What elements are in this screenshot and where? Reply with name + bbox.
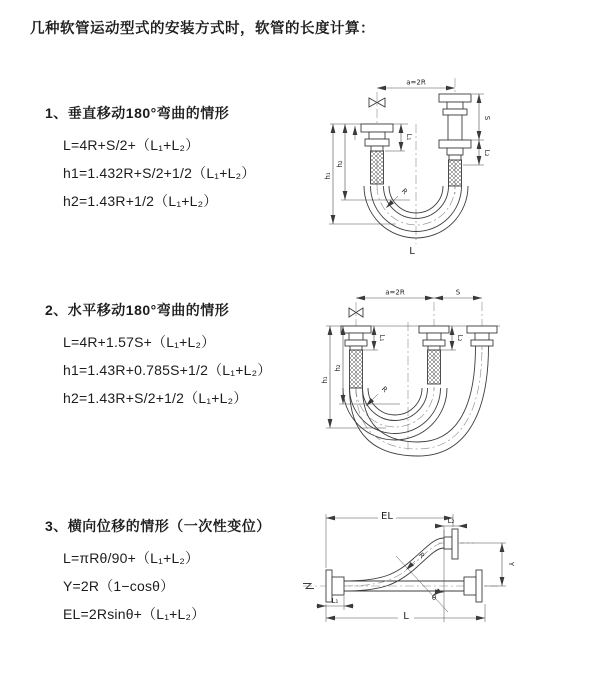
radius-label: R bbox=[399, 187, 409, 197]
section-2-formula-L: L=4R+1.57S+（L₁+L₂） bbox=[63, 334, 216, 350]
section-1-formula-L: L=4R+S/2+（L₁+L₂） bbox=[63, 137, 200, 153]
top-right-flange-displaced bbox=[444, 529, 458, 559]
dim-label-l: L bbox=[403, 611, 409, 622]
section-3 bbox=[45, 516, 315, 628]
dim-label-a2r: a=2R bbox=[406, 78, 426, 87]
right-flange-original bbox=[464, 570, 482, 602]
radius-label: R bbox=[379, 385, 389, 395]
dim-l bbox=[326, 604, 485, 622]
section-2 bbox=[45, 300, 315, 412]
section-1 bbox=[45, 103, 315, 215]
diagram-vertical-180-bend bbox=[312, 72, 597, 267]
middle-hose-end bbox=[419, 326, 449, 384]
section-1-heading: 1、垂直移动180°弯曲的情形 bbox=[45, 105, 230, 121]
dim-label-h2: h₂ bbox=[336, 160, 344, 168]
right-hose-end bbox=[467, 326, 497, 346]
dim-s bbox=[434, 289, 482, 299]
section-2-formula-h1: h1=1.43R+0.785S+1/2（L₁+L₂） bbox=[63, 362, 272, 378]
dim-label-h1: h₁ bbox=[321, 376, 329, 384]
dim-label-h1: h₁ bbox=[324, 172, 332, 180]
dim-l1 bbox=[316, 596, 354, 610]
dim-label-y: Y bbox=[507, 561, 515, 567]
dim-a2r bbox=[356, 289, 434, 299]
diagram-horizontal-180-bend bbox=[310, 282, 600, 467]
radius-label: R bbox=[416, 551, 427, 561]
dim-a2r bbox=[377, 79, 455, 89]
dim-h2 bbox=[334, 326, 400, 404]
length-label: L bbox=[409, 246, 415, 257]
section-2-heading: 2、水平移动180°弯曲的情形 bbox=[45, 302, 230, 318]
section-3-heading: 3、横向位移的情形（一次性变位） bbox=[45, 518, 271, 534]
dim-el bbox=[326, 510, 453, 568]
dim-label-l1: L₁ bbox=[378, 334, 386, 342]
dim-label-l2: L₂ bbox=[447, 517, 455, 525]
dim-label-s: S bbox=[455, 288, 461, 297]
section-3-formula-EL: EL=2Rsinθ+（L₁+L₂） bbox=[63, 606, 206, 622]
dim-label-a2r: a=2R bbox=[385, 288, 405, 297]
dim-label-theta: θ bbox=[431, 594, 437, 602]
hose-displaced-s-curve bbox=[344, 538, 444, 591]
dim-label-h2: h₂ bbox=[334, 364, 342, 372]
dim-label-l2: L₂ bbox=[456, 334, 464, 342]
dim-label-l1: L₁ bbox=[331, 597, 339, 605]
dim-l2 bbox=[436, 517, 466, 536]
diagram-lateral-displacement bbox=[298, 500, 598, 650]
dim-label-l1: L₁ bbox=[405, 133, 413, 141]
dim-label-s: S bbox=[483, 115, 491, 121]
dim-label-el: EL bbox=[381, 511, 393, 522]
section-1-formula-h1: h1=1.432R+S/2+1/2（L₁+L₂） bbox=[63, 165, 256, 181]
left-hose-end bbox=[341, 326, 371, 388]
section-1-formula-h2: h2=1.43R+1/2（L₁+L₂） bbox=[63, 193, 218, 209]
centerlines bbox=[377, 78, 455, 244]
left-hose-end bbox=[361, 124, 393, 184]
section-3-formula-Y: Y=2R（1−cosθ） bbox=[63, 578, 175, 594]
section-2-formula-h2: h2=1.43R+S/2+1/2（L₁+L₂） bbox=[63, 390, 248, 406]
page-title: 几种软管运动型式的安装方式时，软管的长度计算： bbox=[30, 21, 375, 37]
section-3-formula-L: L=πRθ/90+（L₁+L₂） bbox=[63, 550, 200, 566]
dim-label-l2: L₂ bbox=[483, 149, 491, 157]
u-bend-original bbox=[343, 388, 447, 440]
